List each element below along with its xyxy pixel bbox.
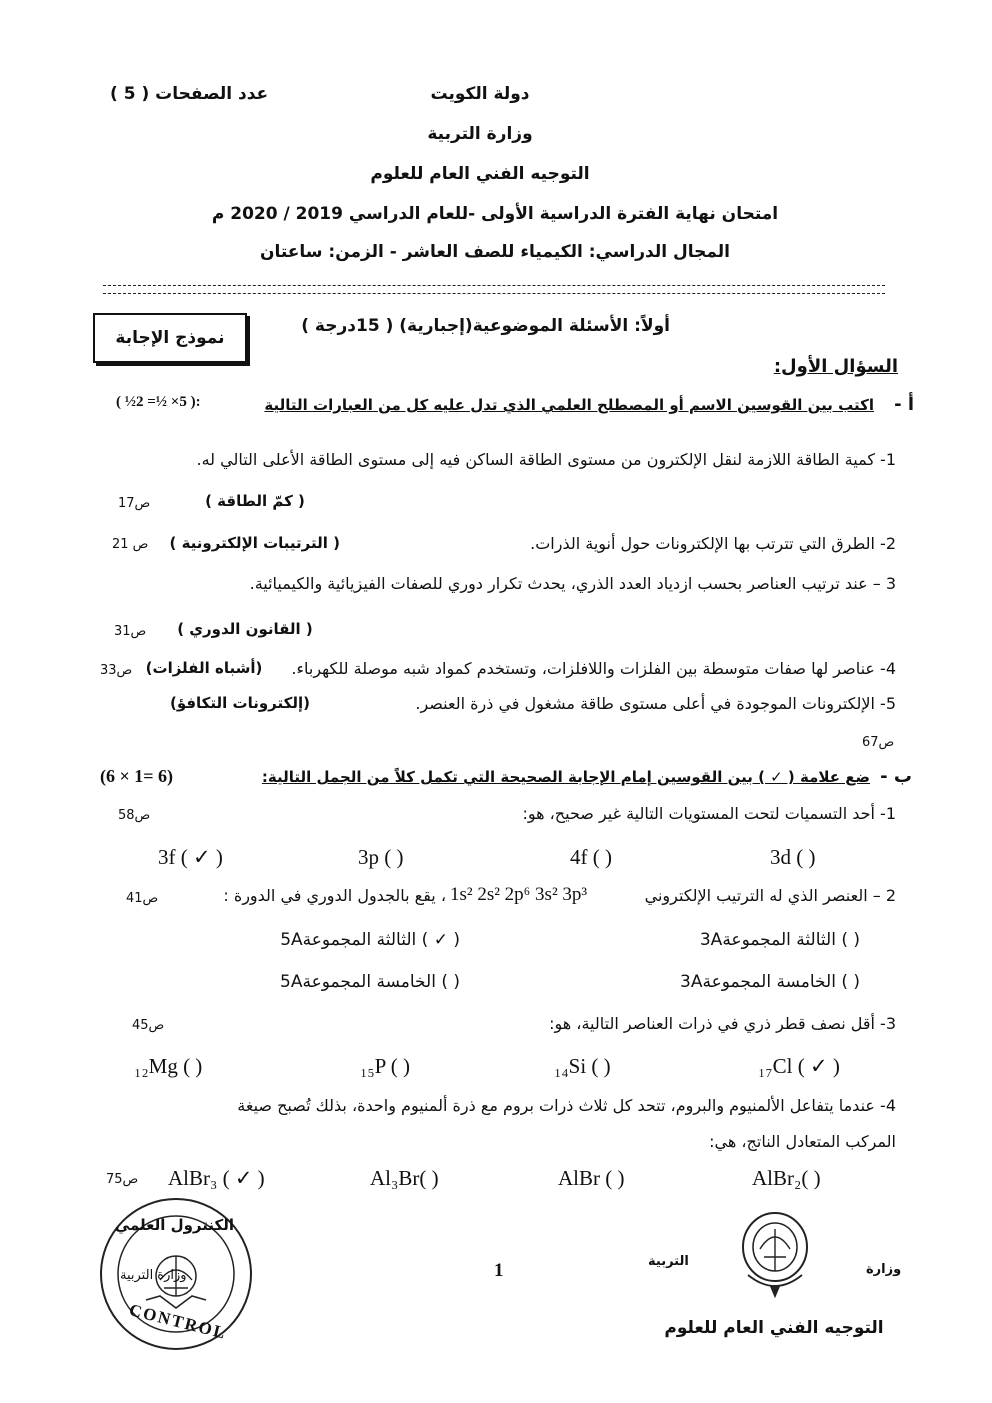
part-b-q4-line2: المركب المتعادل الناتج، هي: — [709, 1132, 896, 1151]
part-a-instruction: اكتب بين القوسين الاسم أو المصطلح العلمي الذي تدل عليه كل من العبارات التالية — [264, 396, 874, 414]
q4-option-AlBr3[interactable]: AlBr₃ ( ✓ ) — [168, 1166, 265, 1190]
header-divider — [103, 285, 885, 294]
part-b-q2-start: 2 – العنصر الذي له الترتيب الإلكتروني — [644, 886, 896, 905]
q1-option-4f[interactable]: 4f ( ) — [570, 845, 612, 869]
part-b-instruction: ضع علامة ( ✓ ) بين القوسين إمام الإجابة الصحيحة التي تكمل كلاً من الجمل التالية: — [261, 768, 870, 786]
subject-line: المجال الدراسي: الكيمياء للصف العاشر - الزمن: ساعتان — [259, 242, 730, 262]
q1-option-3p[interactable]: 3p ( ) — [358, 845, 404, 869]
q4-option-AlBr[interactable]: AlBr ( ) — [558, 1166, 625, 1190]
question-one-title: السؤال الأول: — [773, 356, 898, 377]
department-name: التوجيه الفني العام للعلوم — [370, 164, 590, 184]
pages-count: عدد الصفحات ( 5 ) — [110, 84, 269, 104]
electron-configuration: 1s² 2s² 2p⁶ 3s² 3p³ — [450, 884, 588, 905]
q3-option-Mg[interactable]: ₁₂Mg ( ) — [134, 1054, 203, 1078]
q1-option-3f[interactable]: 3f ( ✓ ) — [158, 845, 223, 869]
control-seal — [100, 1198, 252, 1350]
q1-option-3d[interactable]: 3d ( ) — [770, 845, 816, 869]
part-b-letter: ب - — [880, 766, 912, 787]
part-a-letter: أ - — [894, 394, 914, 415]
page-ref-b3: ص45 — [132, 1018, 165, 1033]
ministry-logo-left-word: وزارة — [866, 1262, 902, 1277]
part-a-item-1: 1- كمية الطاقة اللازمة لنقل الإلكترون من مستوى الطاقة الساكن فيه إلى مستوى الطاقة الأعلى التالي له. — [196, 450, 896, 469]
q2-option-period5-group3A[interactable]: ( ) الخامسة المجموعة3A — [680, 972, 860, 992]
page-ref-1: ص17 — [118, 496, 151, 511]
part-a-answer-1: ( كمّ الطاقة ) — [205, 492, 305, 510]
page-ref-b4: ص75 — [106, 1172, 139, 1187]
control-arc-text: الكنترول العلمي — [114, 1216, 234, 1234]
exam-title: امتحان نهاية الفترة الدراسية الأولى -للعام الدراسي 2019 / 2020 م — [211, 204, 779, 224]
page-number: 1 — [494, 1260, 504, 1281]
ministry-name: وزارة التربية — [427, 124, 533, 144]
part-a-marks: :( 5× ½= 2½ ) — [116, 394, 201, 410]
part-a-answer-4: (أشباه الفلزات) — [145, 659, 263, 677]
control-seal-label: CONTROL — [127, 1300, 229, 1343]
q4-option-Al3Br[interactable]: Al₃Br( ) — [370, 1166, 439, 1190]
part-a-item-4: 4- عناصر لها صفات متوسطة بين الفلزات واللافلزات، وتستخدم كمواد شبه موصلة للكهرباء. — [291, 659, 896, 678]
q2-option-period5-group5A[interactable]: ( ) الخامسة المجموعة5A — [280, 972, 460, 992]
part-a-item-5: 5- الإلكترونات الموجودة في أعلى مستوى طاقة مشغول في ذرة العنصر. — [415, 694, 896, 713]
part-b-q2-end: ، يقع بالجدول الدوري في الدورة : — [223, 886, 446, 905]
q2-option-period3-group5A[interactable]: ( ✓ ) الثالثة المجموعة5A — [280, 930, 460, 950]
q3-option-P[interactable]: ₁₅P ( ) — [360, 1054, 411, 1078]
q3-option-Cl[interactable]: ₁₇Cl ( ✓ ) — [758, 1054, 840, 1078]
part-a-answer-3: ( القانون الدوري ) — [177, 620, 313, 638]
part-a-answer-5: (إلكترونات التكافؤ) — [169, 694, 310, 712]
page-ref-3: ص31 — [114, 624, 147, 639]
part-b-marks: (6 × 1= 6) — [100, 766, 174, 786]
page-ref-b1: ص58 — [118, 808, 151, 823]
page-ref-b2: ص41 — [126, 891, 159, 906]
part-b-q3: 3- أقل نصف قطر ذري في ذرات العناصر التالية، هو: — [549, 1014, 896, 1033]
answer-model-box: نموذج الإجابة — [93, 313, 247, 363]
q3-option-Si[interactable]: ₁₄Si ( ) — [554, 1054, 611, 1078]
part-b-q1: 1- أحد التسميات لتحت المستويات التالية غير صحيح، هو: — [522, 804, 896, 823]
ministry-emblem-icon — [730, 1205, 820, 1305]
part-a-item-3: 3 – عند ترتيب العناصر بحسب ازدياد العدد الذري، يحدث تكرار دوري للصفات الفيزيائية والكيميائية. — [249, 574, 896, 593]
control-ministry-text: وزارة التربية — [120, 1268, 187, 1283]
q4-option-AlBr2[interactable]: AlBr₂( ) — [752, 1166, 821, 1190]
section-title: أولاً: الأسئلة الموضوعية(إجبارية) ( 15درجة ) — [301, 316, 670, 336]
q2-option-period3-group3A[interactable]: ( ) الثالثة المجموعة3A — [699, 930, 860, 950]
part-b-q4-line1: 4- عندما يتفاعل الألمنيوم والبروم، تتحد كل ثلاث ذرات بروم مع ذرة ألمنيوم واحدة، بذلك تُصبح صيغة — [237, 1096, 896, 1115]
country-name: دولة الكويت — [430, 84, 530, 104]
page-ref-2: ص 21 — [112, 537, 149, 552]
page-ref-5: ص67 — [862, 735, 895, 750]
ministry-logo-right-word: التربية — [648, 1254, 689, 1269]
page-ref-4: ص33 — [100, 663, 133, 678]
part-a-item-2: 2- الطرق التي تترتب بها الإلكترونات حول أنوية الذرات. — [530, 534, 896, 553]
department-signature: التوجيه الفني العام للعلوم — [664, 1318, 884, 1338]
part-a-answer-2: ( الترتيبات الإلكترونية ) — [169, 534, 340, 552]
